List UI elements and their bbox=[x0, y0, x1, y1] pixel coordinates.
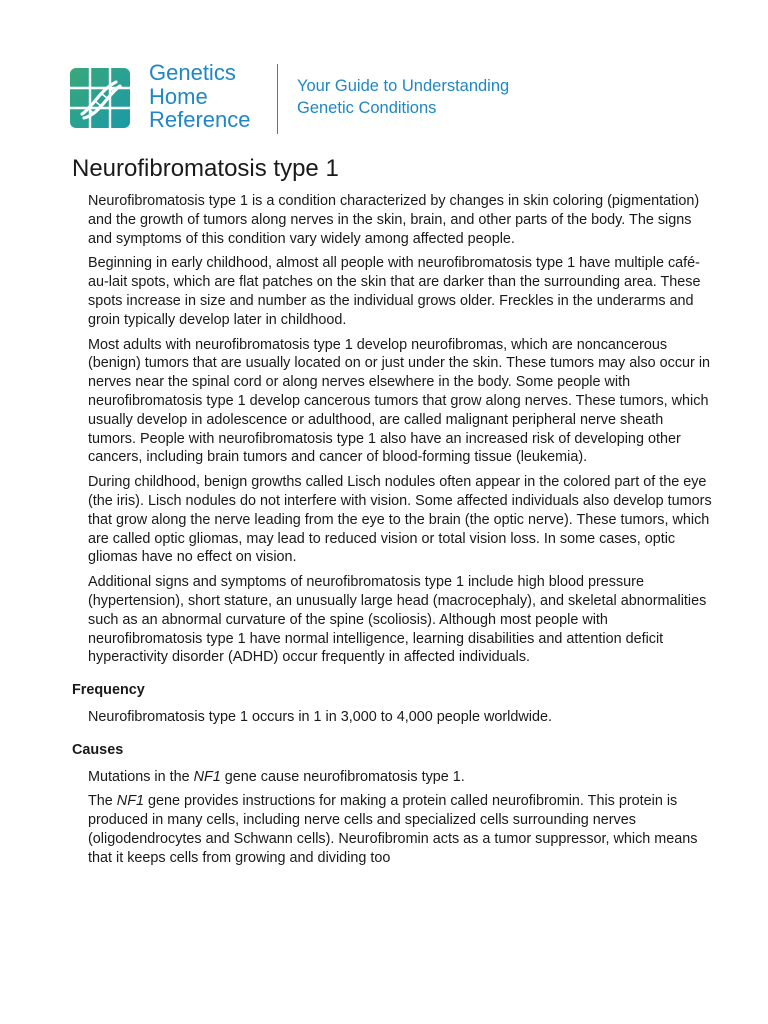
tagline-line: Genetic Conditions bbox=[297, 99, 437, 117]
intro-paragraph: Most adults with neurofibromatosis type 1 develop neurofibromas, which are noncancerous (benign) tumors that are usually located on or just under the skin. These tumors may also occur in nerves near the spinal cord or along nerves elsewhere in the body. Some people with neurofibromatosis type 1 develop cancerous tumors that grow along nerves. These tumors, which usually develop in adolescence or adulthood, are called malignant peripheral nerve sheath tumors. People with neurofibromatosis type 1 also have an increased risk of developing other cancers, including brain tumors and cancer of blood-forming tissue (leukemia). bbox=[88, 336, 711, 466]
causes-text: The bbox=[88, 793, 117, 810]
brand-name[interactable] bbox=[149, 61, 251, 132]
brand-tagline bbox=[297, 75, 509, 119]
brand-name-line: Home bbox=[149, 83, 208, 109]
causes-text: gene cause neurofibromatosis type 1. bbox=[220, 768, 465, 785]
gene-name: NF1 bbox=[116, 793, 144, 810]
header-divider bbox=[277, 64, 278, 134]
gene-name: NF1 bbox=[193, 768, 221, 785]
frequency-paragraph: Neurofibromatosis type 1 occurs in 1 in 3,000 to 4,000 people worldwide. bbox=[88, 708, 552, 725]
causes-text: gene provides instructions for making a protein called neurofibromin. This protein is produced in many cells, including nerve cells and specialized cells surrounding nerves (oligodendrocytes and Schwann cells). Neurofibromin acts as a tumor suppressor, which means that it keeps cells from growing and dividing too bbox=[88, 793, 698, 866]
causes-paragraph bbox=[88, 792, 712, 867]
causes-text: Mutations in the bbox=[88, 768, 194, 785]
frequency-heading: Frequency bbox=[72, 682, 145, 699]
brand-name-line: Reference bbox=[149, 107, 251, 132]
brand-name-line: Genetics bbox=[149, 60, 236, 85]
intro-paragraph: Additional signs and symptoms of neurofibromatosis type 1 include high blood pressure (hypertension), short stature, an unusually large head (macrocephaly), and skeletal abnormalities such as an abnormal curvature of the spine (scoliosis). Although most people with neurofibromatosis type 1 have normal intelligence, learning disabilities and attention deficit hyperactivity disorder (ADHD) occur frequently in affected individuals. bbox=[88, 574, 707, 666]
tagline-line: Your Guide to Understanding bbox=[297, 77, 510, 95]
site-header bbox=[70, 58, 710, 138]
intro-paragraph: Neurofibromatosis type 1 is a condition characterized by changes in skin coloring (pigmentation) and the growth of tumors along nerves in the skin, brain, and other parts of the body. The signs and symptoms of this condition vary widely among affected people. bbox=[88, 193, 700, 247]
document-body bbox=[72, 154, 712, 874]
intro-paragraph: During childhood, benign growths called Lisch nodules often appear in the colored part of the eye (the iris). Lisch nodules do not interfere with vision. Some affected individuals also develop tumors that grow along the nerve leading from the eye to the brain (the optic nerve). These tumors, which are called optic gliomas, may lead to reduced vision or total vision loss. In some cases, optic gliomas have no effect on vision. bbox=[88, 474, 712, 566]
intro-paragraph: Beginning in early childhood, almost all people with neurofibromatosis type 1 have multiple café-au-lait spots, which are flat patches on the skin that are darker than the surrounding area. These spots increase in size and number as the individual grows older. Freckles in the underarms and groin typically develop later in childhood. bbox=[88, 255, 701, 328]
causes-heading: Causes bbox=[72, 741, 124, 758]
page-title: Neurofibromatosis type 1 bbox=[72, 155, 339, 182]
genetics-home-reference-logo-icon[interactable] bbox=[70, 68, 130, 128]
causes-paragraph bbox=[88, 768, 712, 787]
